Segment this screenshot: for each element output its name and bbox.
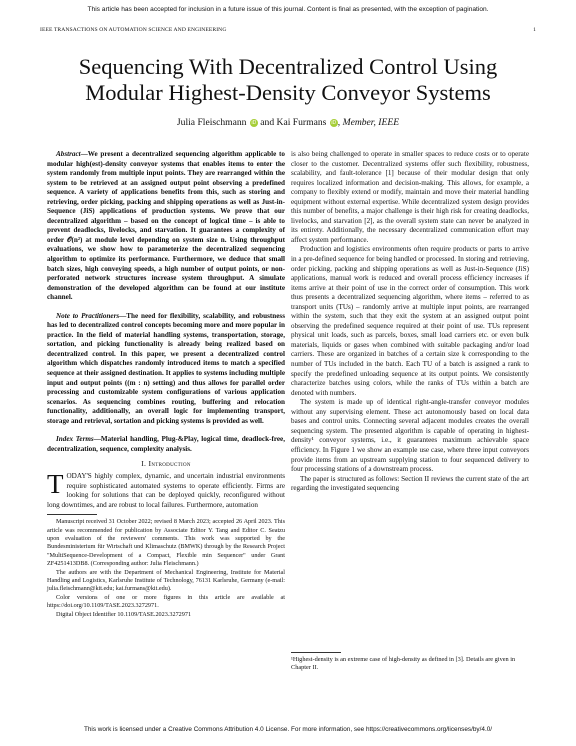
section-number: I. bbox=[141, 459, 147, 469]
body-paragraph-1: is also being challenged to operate in smaller spaces to reduce costs or to operate closer to the customer. Decentralized systems offer such flexibility, robustness, scalability, and fault-tolerance [1] because of their modular design that only requires localized information and decision-making. This allows, for example, a company to flexibly extend or modify, maintain and move their material handling equipment without external expertise. While decentralized system design provides this number of benefits, a major challenge is their high risk for creating deadlocks, livelocks, and starvation [2], as the overall system state can never be analyzed in its entirety. Additionally, the necessary decentralized communication effort may affect system performance. bbox=[291, 150, 529, 244]
footnote-highest-density: ¹Highest-density is an extreme case of high-density as defined in [3]. Details are given in Chapter II. bbox=[291, 656, 516, 672]
author-line bbox=[40, 117, 536, 128]
note-text: —The need for flexibility, scalability, and robustness has led to decentralized control concepts becoming more and more popular in practice. In the field of material handling systems, transportation, storage, sortation, and picking functionality is already being realized based on decentralized control. In this paper, we present a decentralized control algorithm which dispatches randomly introduced items to match a specified sequence at their assigned destination. It applies to systems including multiple input and output points ((m : n) setting) and thus allows for parallel order processing and customizable system configurations of various application scenarios. As sequencing combines routing, buffering and relocation functionality, additionally, an overall logic for implementing transport, storage and retrieval, sortation and picking systems is provided as well. bbox=[47, 311, 285, 425]
license-footer: This work is licensed under a Creative Commons Attribution 4.0 License. For more information, see https://creativecommons.org/licenses/by/4.0/ bbox=[83, 726, 493, 733]
orcid-icon[interactable]: iD bbox=[251, 120, 257, 126]
left-column bbox=[47, 150, 285, 619]
section-heading bbox=[47, 459, 285, 469]
page-number: 1 bbox=[533, 27, 536, 33]
body-paragraph-4: The paper is structured as follows: Section II reviews the current state of the art regarding the investigated sequencing bbox=[291, 474, 529, 493]
right-footnote bbox=[291, 652, 529, 673]
author-2: and Kai Furmans bbox=[260, 117, 327, 128]
introduction bbox=[47, 468, 285, 510]
paper-title: Sequencing With Decentralized Control Using Modular Highest-Density Conveyor Systems bbox=[78, 54, 498, 105]
note-to-practitioners bbox=[47, 312, 285, 427]
journal-name: IEEE TRANSACTIONS ON AUTOMATION SCIENCE AND ENGINEERING bbox=[40, 27, 227, 33]
footnote-color: Color versions of one or more figures in this article are available at https://doi.org/10.1109/TASE.2023.3272971. bbox=[47, 593, 285, 610]
footnote-doi: Digital Object Identifier 10.1109/TASE.2023.3272971 bbox=[56, 610, 192, 618]
index-terms bbox=[47, 435, 285, 454]
left-footnotes bbox=[47, 518, 285, 619]
footnote-manuscript: Manuscript received 31 October 2022; revised 8 March 2023; accepted 26 April 2023. This article was recommended for publication by Associate Editor Y. Tang and Editor C. Seatzu upon evaluation of the reviewers' comments. This work was supported by the Bundesministerium für Wirtschaft und Klimaschutz (BMWK) through by the Research Project "MultiSequence-Development of a Compact, Flexible min Sequencer" under Grant ZF4251413DB8. (Corresponding author: Julia Fleischmann.) bbox=[47, 518, 285, 568]
intro-paragraph bbox=[47, 468, 285, 510]
index-terms-label: Index Terms bbox=[56, 435, 94, 444]
abstract bbox=[47, 150, 285, 303]
footnote-affiliation: The authors are with the Department of Mechanical Engineering, Institute for Material Handling and Logistics, Karlsruhe Institute of Technology, 76131 Karlsruhe, Germany (e-mail: julia.fleischmann@kit.edu; kai.furmans@kit.edu). bbox=[47, 568, 285, 593]
index-terms-text: —Material handling, Plug-&Play, logical time, deadlock-free, decentralization, sequence, complexity analysis. bbox=[47, 435, 285, 453]
body-paragraph-2: Production and logistics environments often require products or parts to arrive in a pre-defined sequence for being handled or processed. In storing and retrieving, order picking, packing and shipping operations as well as Just-in-Sequence (JiS) applications, manual work is reduced and overall process efficiency increases if items arrive at their point of use in the correct order of consumption. This work thus presents a decentralized sequencing algorithm, where items – referred to as transport units (TUs) – randomly arrive at multiple input points, are rearranged within the system, such that they exit the system at an assigned output point observing the predefined sequence required at their point of use. TUs represent physical unit loads, such as parcels, boxes, small load carriers etc. or even bulk materials, liquids or gases when combined with suitable packaging and/or load carriers. These are organized in batches of a certain size k corresponding to the number of TUs included in the batch. Each TU of a batch is assigned a rank to specify the predefined unloading sequence at its output points. We consistently characterize batches using colors, while the ranks of TUs within a batch are denoted with numbers. bbox=[291, 245, 529, 397]
intro-text: ODAY'S highly complex, dynamic, and uncertain industrial environments require sophisticated automated systems to operate efficiently. Firms are looking for solutions that can be deployed quickly, reconfigured without long downtimes, and are robust to local failures. Furthermore, automation bbox=[47, 471, 285, 509]
drop-cap: T bbox=[47, 468, 64, 499]
right-column bbox=[291, 150, 529, 494]
body-paragraph-3: The system is made up of identical right-angle-transfer conveyor modules without any supervising element. These act autonomously based on local data bases and control units. Connecting several adjacent modules creates the overall sequencing system. The presented algorithm is capable of operating in highest-density¹ conveyor systems, i.e., it guarantees maximum achievable space efficiency. In Figure 1 we show an example use case, where three input conveyors provide items from an upstream supplying station to four sequenced delivery to four processing stations of a downstream process. bbox=[291, 398, 529, 474]
section-title: Introduction bbox=[148, 459, 191, 469]
abstract-label: Abstract bbox=[56, 150, 81, 158]
author-1: Julia Fleischmann bbox=[176, 117, 247, 128]
abstract-text: —We present a decentralized sequencing algorithm applicable to modular high(est)-density conveyor systems that enables items to enter the system randomly from multiple input points. They are rearranged within the system to be retrieved at an assigned output point observing a predefined sequence. A variety of applications benefits from this, such as storing and retrieving, order picking, packing and shipping operations as well as Just-in-Sequence (JiS) applications of production systems. We prove that our decentralized algorithm – based on the concept of logical time – is able to prevent deadlocks, livelocks, and starvation. It guarantees a complexity of order 𝒪(n²) at module level depending on system size n. Using throughput evaluations, we show how to parameterize the decentralized sequencing algorithm to optimize its performance. Furthermore, we deduce that small batch sizes, high conveying speeds, a high number of output points, or non-perforated network structures increase system throughput. A simulate demonstration of the developed algorithm can be found at our institute channel. bbox=[47, 150, 285, 302]
running-head bbox=[40, 27, 536, 33]
note-label: Note to Practitioners bbox=[56, 311, 120, 320]
author-membership: , Member, IEEE bbox=[337, 117, 400, 128]
acceptance-banner: This article has been accepted for inclusion in a future issue of this journal. Content is final as presented, with the exception of pagination. bbox=[87, 6, 489, 13]
orcid-icon[interactable]: iD bbox=[331, 120, 337, 126]
